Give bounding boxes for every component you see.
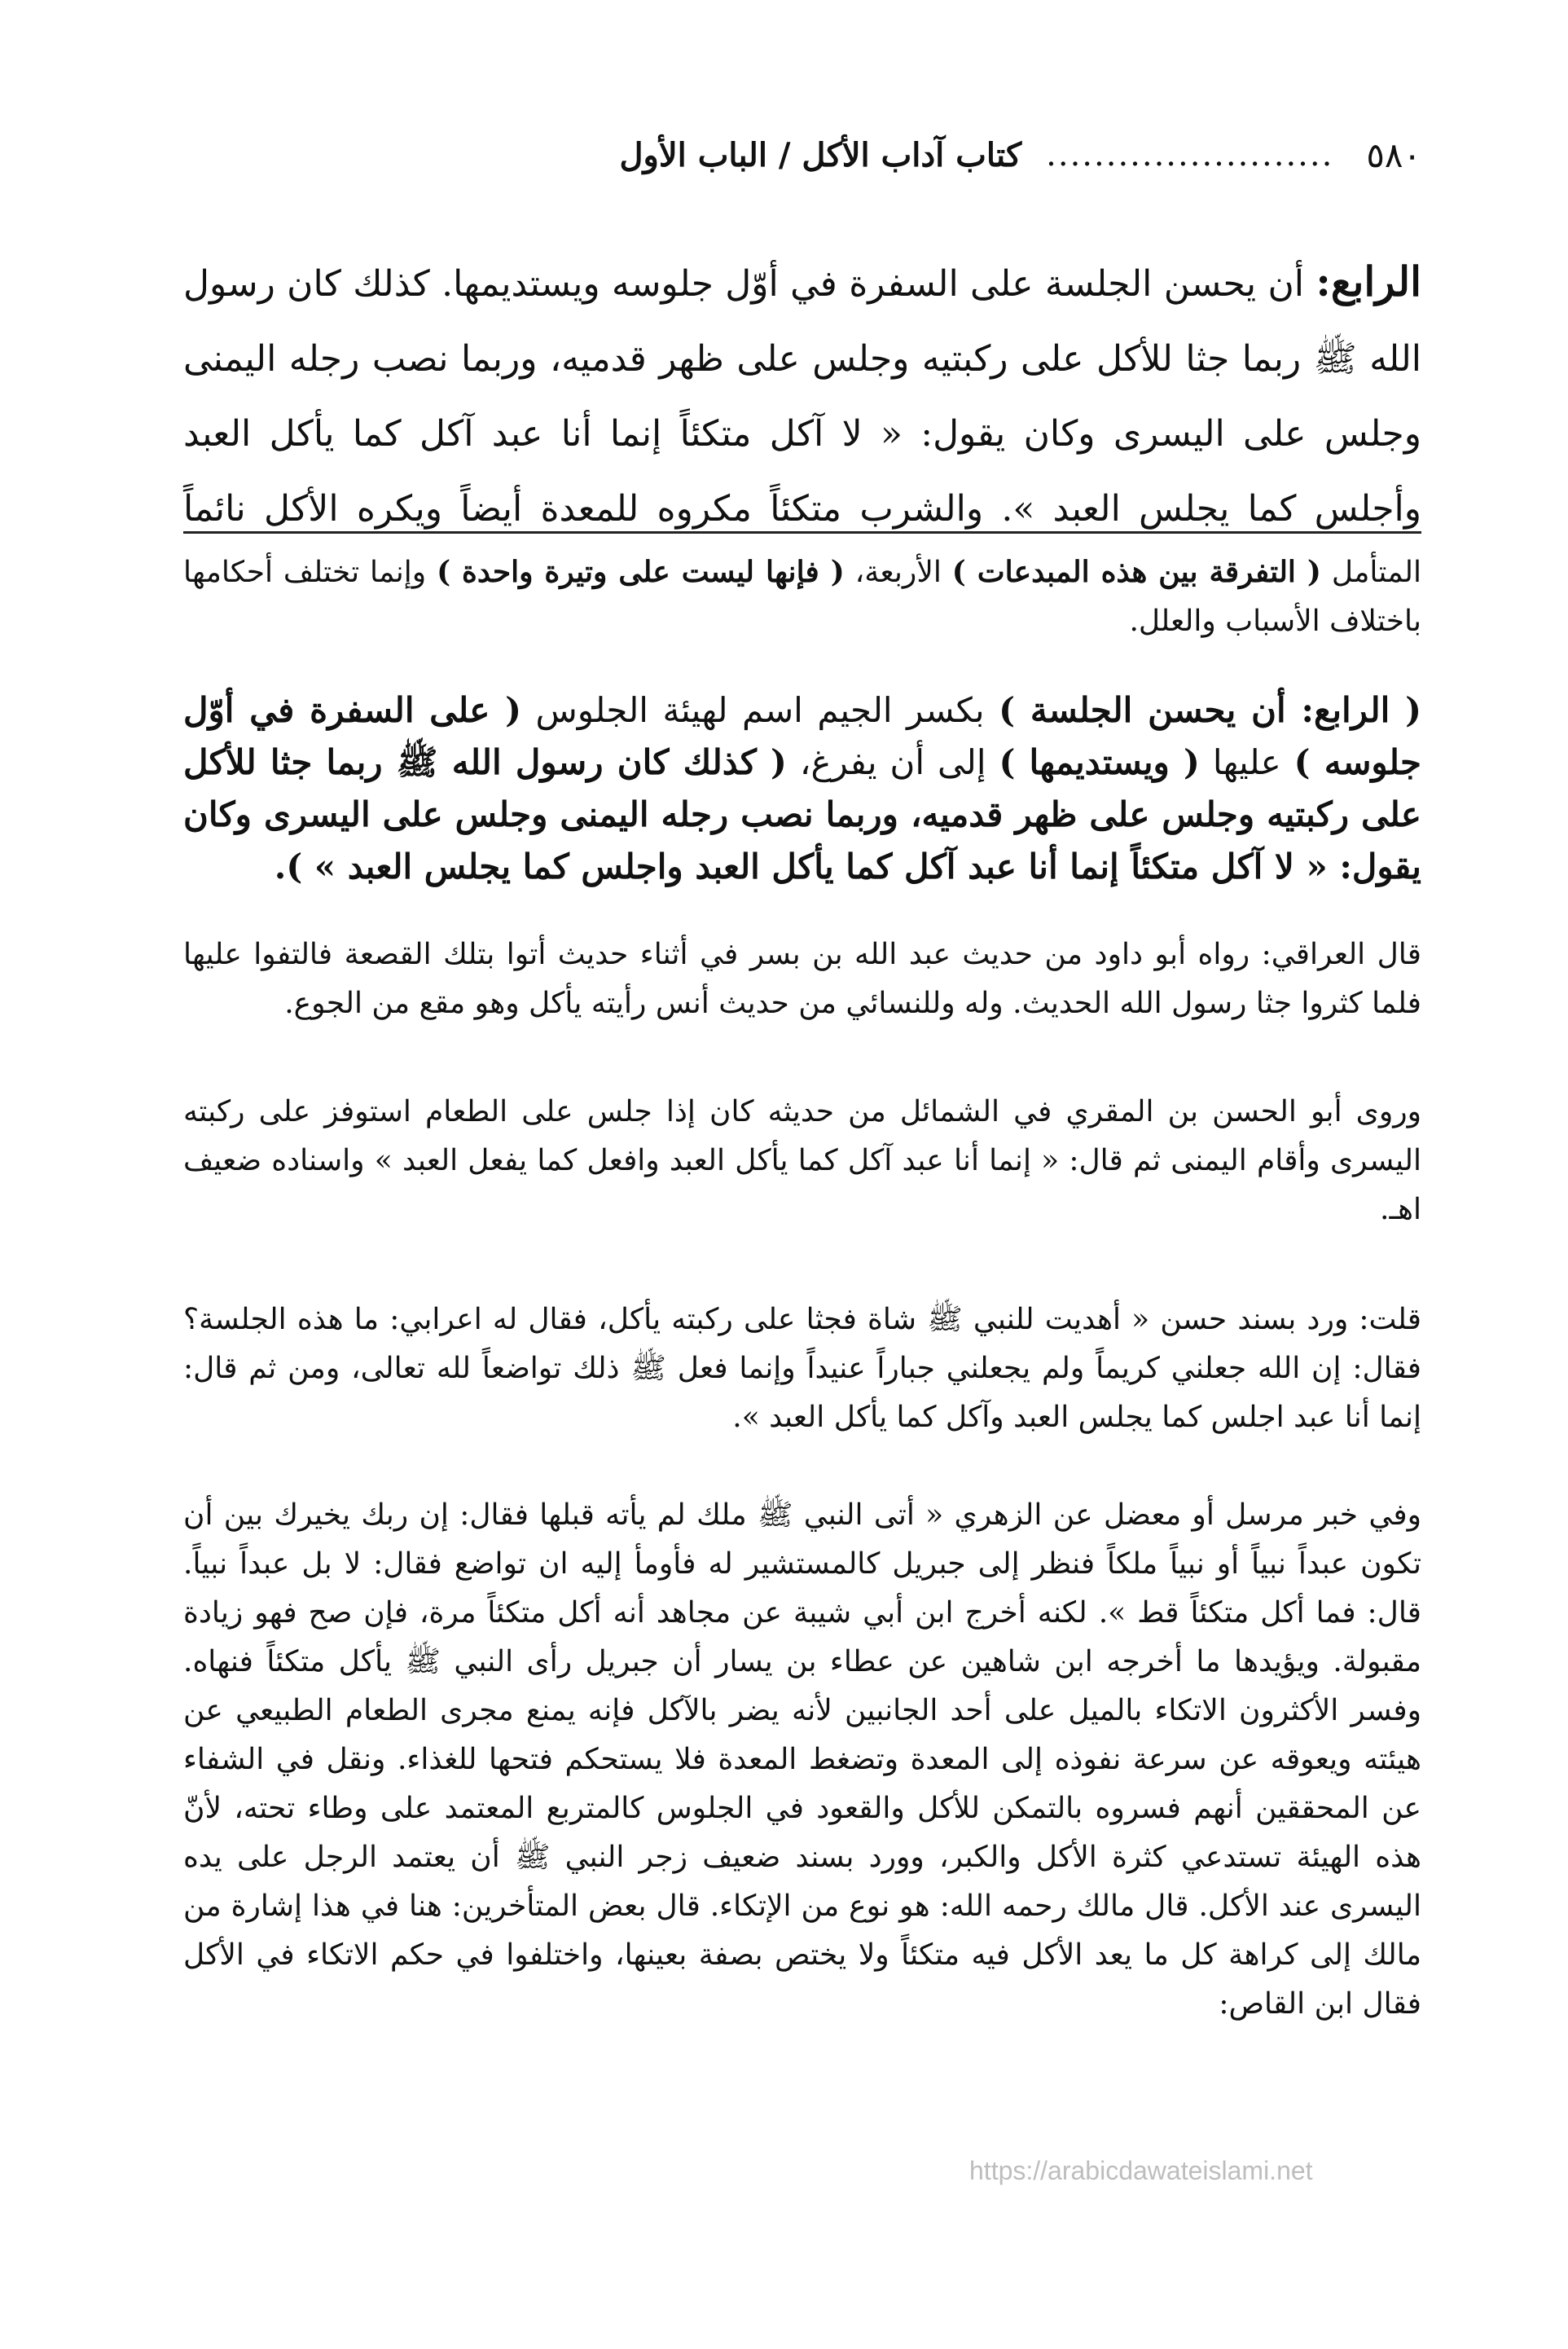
running-header [183, 122, 1421, 187]
commentary-quote: ( التفرقة بين هذه المبدعات ) [951, 555, 1321, 589]
commentary-quote: ( فإنها ليست على وتيرة واحدة ) [437, 555, 845, 589]
watermark-url: https://arabicdawateislami.net [969, 2156, 1313, 2185]
page-number: ٥٨٠ [1366, 134, 1421, 175]
main-text-body: أن يحسن الجلسة على السفرة في أوّل جلوسه ويستديمها. كذلك كان رسول الله ﷺ ربما جثا للأكل على ركبتيه وجلس على ظهر قدميه، وربما نصب رجله اليمنى وجلس على اليسرى وكان يقول: « لا آكل متكئاً إنما أنا عبد آكل كما يأكل العبد وأجلس كما يجلس العبد ». والشرب متكئاً مكروه للمعدة أيضاً ويكره الأكل نائماً [183, 263, 1421, 530]
commentary-text: المتأمل [1331, 556, 1421, 589]
commentary-paragraph-4: وروى أبو الحسن بن المقري في الشمائل من حديثه كان إذا جلس على الطعام استوفز على ركبته اليسرى وأقام اليمنى ثم قال: « إنما أنا عبد آكل كما يأكل العبد وافعل كما يفعل العبد » واسناده ضعيف اهـ. [183, 1095, 1421, 1226]
header-dots: ........................ [1046, 136, 1334, 174]
commentary-quote: ( ويستديمها ) [999, 742, 1200, 782]
main-text [183, 244, 1421, 547]
commentary-quote: ( الرابع: أن يحسن الجلسة ) [999, 690, 1421, 730]
commentary-quote: ( على السفرة في أوّل جلوسه ) [183, 690, 1421, 782]
commentary-text: عليها [1212, 742, 1281, 782]
commentary-paragraph-6: وفي خبر مرسل أو معضل عن الزهري « أتى النبي ﷺ ملك لم يأته قبلها فقال: إن ربك يخيرك بين أن تكون عبداً نبياً أو نبياً ملكاً فنظر إلى جبريل كالمستشير له فأومأ إليه ان تواضع فقال: لا بل عبداً نبياً. قال: فما أكل متكئاً قط ». لكنه أخرج ابن أبي شيبة عن مجاهد أنه أكل متكئاً مرة، فإن صح فهو زيادة مقبولة. ويؤيدها ما أخرجه ابن شاهين عن عطاء بن يسار أن جبريل رأى النبي ﷺ يأكل متكئاً فنهاه. وفسر الأكثرون الاتكاء بالميل على أحد الجانبين لأنه يضر بالآكل فإنه يمنع مجرى الطعام الطبيعي عن هيئته ويعوقه عن سرعة نفوذه إلى المعدة وتضغط المعدة فلا يستحكم فتحها للغذاء. ونقل في الشفاء عن المحققين أنهم فسروه بالتمكن للأكل والقعود في الجلوس كالمتربع المعتمد على وطاء تحته، لأنّ هذه الهيئة تستدعي كثرة الأكل والكبر، وورد بسند ضعيف زجر النبي ﷺ أن يعتمد الرجل على يده اليسرى عند الأكل. قال مالك رحمه الله: هو نوع من الإتكاء. قال بعض المتأخرين: هنا في هذا إشارة من مالك إلى كراهة كل ما يعد الأكل فيه متكئاً ولا يختص بصفة بعينها، واختلفوا في حكم الاتكاء في الأكل فقال ابن القاص: [183, 1498, 1421, 2021]
commentary-text: إلى أن يفرغ، [799, 742, 986, 782]
commentary-paragraph-3: قال العراقي: رواه أبو داود من حديث عبد الله بن بسر في أثناء حديث أتوا بتلك القصعة فالتفوا عليها فلما كثروا جثا رسول الله الحديث. وله وللنسائي من حديث أنس رأيته يأكل وهو مقع من الجوع. [183, 938, 1421, 1020]
commentary-paragraph-2 [183, 684, 1421, 893]
commentary-text: بكسر الجيم اسم لهيئة الجلوس [535, 690, 985, 730]
main-text-label: الرابع: [1315, 257, 1421, 306]
commentary-paragraph-5: قلت: ورد بسند حسن « أهديت للنبي ﷺ شاة فجثا على ركبته يأكل، فقال له اعرابي: ما هذه الجلسة؟ فقال: إن الله جعلني كريماً ولم يجعلني جباراً عنيداً وإنما فعل ﷺ ذلك تواضعاً لله تعالى، ومن ثم قال: إنما أنا عبد اجلس كما يجلس العبد وآكل كما يأكل العبد ». [183, 1303, 1421, 1434]
separator-rule [183, 531, 1421, 534]
commentary-text: الأربعة، [854, 556, 942, 589]
commentary-paragraph-1 [183, 548, 1421, 646]
chapter-title: كتاب آداب الأكل / الباب الأول [619, 135, 1022, 174]
commentary-text: وإنما تختلف أحكامها باختلاف الأسباب والعلل. [183, 556, 1421, 638]
commentary-quote: ( كذلك كان رسول الله ﷺ ربما جثا للأكل على ركبتيه وجلس على ظهر قدميه، وربما نصب رجله اليمنى وجلس على اليسرى وكان يقول: « لا آكل متكئاً إنما أنا عبد آكل كما يأكل العبد واجلس كما يجلس العبد » ). [183, 742, 1421, 886]
